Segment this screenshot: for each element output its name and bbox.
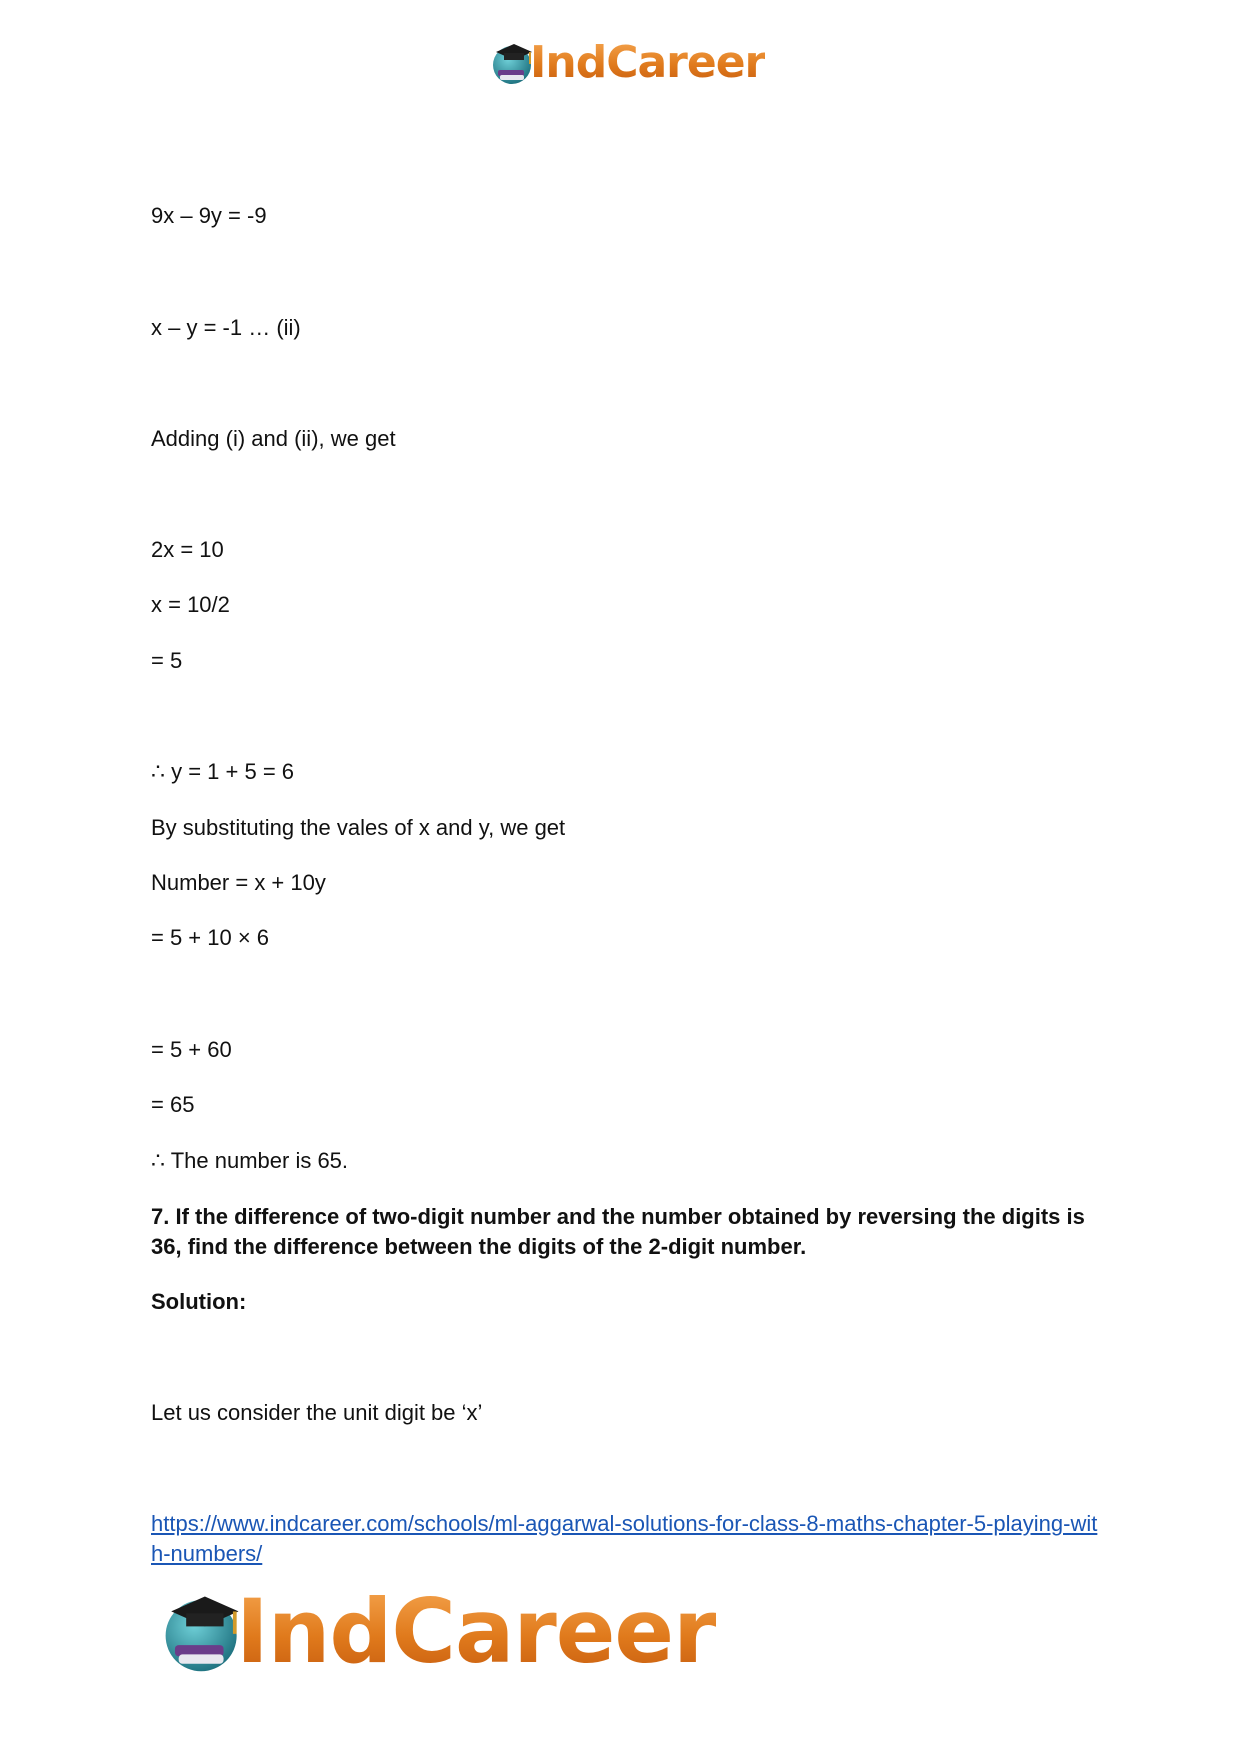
equation-line: ∴ y = 1 + 5 = 6 bbox=[151, 759, 295, 784]
equation-line: = 5 + 10 × 6 bbox=[151, 925, 270, 950]
text-line: Adding (i) and (ii), we get bbox=[151, 426, 396, 451]
equation-line: = 65 bbox=[151, 1092, 195, 1117]
equation-line: = 5 + 60 bbox=[151, 1037, 232, 1062]
equation-line: 2x = 10 bbox=[151, 537, 224, 562]
conclusion-line: ∴ The number is 65. bbox=[151, 1148, 349, 1173]
solution-label: Solution: bbox=[151, 1289, 247, 1314]
text-line: By substituting the vales of x and y, we get bbox=[151, 815, 566, 840]
source-link[interactable]: https://www.indcareer.com/schools/ml-aggarwal-solutions-for-class-8-maths-chapter-5-playing-with-numbers/ bbox=[151, 1511, 1098, 1566]
footer-logo bbox=[160, 1580, 716, 1683]
equation-line: Number = x + 10y bbox=[151, 870, 326, 895]
text-line: Let us consider the unit digit be ‘x’ bbox=[151, 1400, 483, 1425]
equation-line: = 5 bbox=[151, 648, 183, 673]
equation-line: x = 10/2 bbox=[151, 592, 230, 617]
question-text: 7. If the difference of two-digit number and the number obtained by reversing the digits is 36, find the difference between the digits of the 2-digit number. bbox=[151, 1204, 1085, 1259]
graduation-globe-icon bbox=[160, 1589, 246, 1675]
equation-line: x – y = -1 … (ii) bbox=[151, 315, 301, 340]
header-logo bbox=[490, 37, 766, 88]
equation-line: 9x – 9y = -9 bbox=[151, 203, 267, 228]
header-logo-text: IndCareer bbox=[530, 37, 766, 88]
footer-logo-text: IndCareer bbox=[236, 1580, 716, 1683]
